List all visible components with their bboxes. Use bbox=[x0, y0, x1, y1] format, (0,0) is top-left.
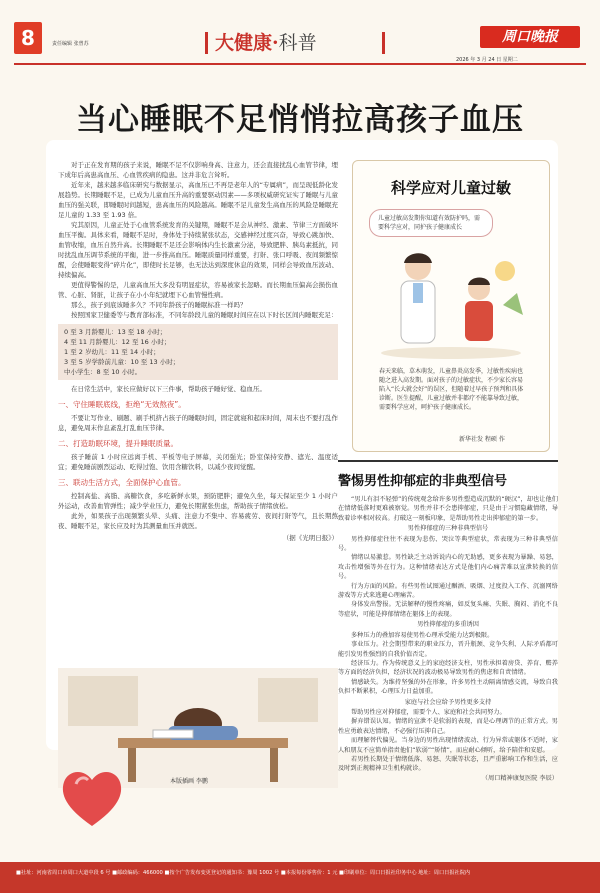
depression-article bbox=[338, 460, 558, 783]
doctor-and-child-illustration bbox=[373, 245, 529, 361]
article-paragraph: 身体发出警报。无法解释的慢性疼痛，如反复头痛、失眠、胸闷、消化不良等症状，可能是抑郁情绪在躯体上的表现。 bbox=[338, 601, 558, 618]
allergy-title: 科学应对儿童过敏 bbox=[390, 179, 511, 197]
header-rule bbox=[14, 63, 586, 65]
subheading: 三、联动生活方式，全面保护心血管。 bbox=[58, 478, 186, 487]
article-paragraph: 在日常生活中，家长应做好以下三件事，帮助孩子睡好觉、稳血压。 bbox=[71, 385, 266, 393]
main-article bbox=[58, 160, 338, 543]
list-item: 4 至 11 月龄婴儿：12 至 16 小时； bbox=[64, 338, 171, 346]
list-item: 中小学生：8 至 10 小时。 bbox=[64, 368, 142, 376]
section-main: 大健康 bbox=[215, 32, 273, 54]
header-divider-left bbox=[205, 32, 208, 54]
article-paragraph: 经济压力。作为传统意义上的家庭经济支柱，男性承担着房贷、养育、赡养等方面的经济负担，经济状况的波动极易导致男性的焦虑和自责情绪。 bbox=[338, 659, 558, 677]
section-title bbox=[215, 28, 317, 55]
list-item: 1 至 2 岁幼儿：11 至 14 小时； bbox=[64, 348, 160, 356]
allergy-caption: 春天来临，草木萌发，儿童鼻炎高发季，过敏性疾病也随之进入高发期。面对孩子的过敏症状，不少家长容易陷入“长大就会好”的误区，但随着过早孩子预判和具体诊断。医生提醒，儿童过敏并非都疗不能靠导致过敏，需要科学应对，呵护孩子健康成长。 bbox=[379, 368, 524, 411]
subheading: 一、守住睡眠底线，拒绝“无效熬夜”。 bbox=[58, 400, 186, 409]
issue-date: 2026 年 3 月 24 日 星期二 bbox=[456, 57, 518, 63]
header-divider-right bbox=[382, 32, 385, 54]
newspaper-logo: 周口晚报 bbox=[480, 26, 580, 48]
sleep-duration-list bbox=[58, 324, 338, 380]
speech-bubble: 儿童过敏高发期你知道有效防护吗，需要科学应对，同护孩子健康成长 bbox=[369, 209, 493, 237]
article-paragraph: 那么，孩子到底该睡多久？不同年龄孩子的睡眠标准一样吗？ bbox=[71, 301, 247, 309]
subheading: 男性抑郁症的三种非典型信号 bbox=[407, 525, 489, 533]
footer-bar bbox=[0, 862, 600, 893]
article-paragraph: 不要让写作业、刷题、刷手机挤占孩子的睡眠时间，固定就寝和起床时间，周末也不要打乱作息，避免周末作息紊乱打乱血压节律。 bbox=[58, 414, 338, 432]
article-paragraph: 男性抑郁症往往不表现为悲伤、哭泣等典型症状，常表现为三种非典型信号。 bbox=[338, 535, 558, 553]
allergy-feature-box bbox=[352, 160, 550, 452]
depression-title: 警惕男性抑郁症的非典型信号 bbox=[338, 460, 558, 489]
list-item: 0 至 3 月龄婴儿：13 至 18 小时； bbox=[64, 328, 167, 336]
section-sub: 科普 bbox=[278, 32, 317, 54]
article-paragraph: 按照国家卫健委等与教育部标准，不同年龄段儿童的睡眠时间应在以下时长区间内睡眠充足： bbox=[71, 311, 338, 319]
article-paragraph: 究其原因，儿童正处于心血管系统发育的关键期，睡眠不足会从神经、激素、节律三方面破坏血压平衡。具体来看，睡眠不足时，身体处于持续紧张状态，交感神经过度兴奋，导致心跳加快、血管收缩，血压自然升高。长期睡眠不足还会影响体内生长激素分泌，导致肥胖、胰岛素抵抗，同时扰乱血压调节系统的平衡，进一步推高血压。睡眠质量同样重要，打鼾、张口呼吸、夜间频繁惊醒，会使睡眠变得“碎片化”，即使时长足够，也无法达到深度休息的效果，同样会导致血压波动、持续偏高。 bbox=[58, 221, 338, 279]
article-paragraph: 此外，如果孩子出现频繁头晕、头痛、注意力不集中、容易疲劳、夜间打鼾等气，且长期熬夜、睡眠不足，家长应及时为其测量血压并就医。 bbox=[58, 512, 338, 530]
article-paragraph: 若男性长期处于情绪低落、易怒、失眠等状态，且严重影响工作和生活，应及时到正规精神卫生机构就诊。 bbox=[338, 755, 558, 773]
article-paragraph: 更值得警惕的是，儿童高血压大多没有明显症状，容易被家长忽略。而长期血压偏高会损伤血管、心脏、肾脏，让孩子在小小年纪就埋下心血管慢性病。 bbox=[58, 281, 338, 299]
article-paragraph: 行为方面的风险。有些男性试图通过酗酒、吸烟、过度投入工作、沉溺网络游戏等方式来逃避心理痛苦。 bbox=[338, 582, 558, 600]
article-paragraph: 控制高盐、高脂、高糖饮食，多吃新鲜水果，预防肥胖；避免久坐，每天保证至少 1 小时户外运动，改善血管弹性；减少学业压力，避免长期紧张焦虑，帮助孩子情绪放松。 bbox=[58, 492, 338, 510]
article-paragraph: 帮助男性应对抑郁症，需要个人、家庭和社会共同努力。 bbox=[351, 708, 506, 716]
article-paragraph: 近年来，越来越多临床研究与数据显示，高血压已不再是老年人的“专属病”，而呈现低龄化发展趋势。长期睡眠不足，已成为儿童血压升高的重要驱动因素——多项权威研究证实了睡眠与儿童血压的强关联，即睡眠时间越短，患高血压的风险越高。睡眠不足儿童发生高血压的风险是睡眠充足儿童的 1.33 至 1.93 倍。 bbox=[58, 181, 338, 219]
article-paragraph: 对于正在发育期的孩子来说，睡眠不足不仅影响身高、注意力，还会直接扰乱心血管节律，埋下成年后高患高血压、心血管疾病的隐患。这并非危言耸听。 bbox=[58, 161, 338, 179]
article-paragraph: 而理解替代偏见。当身边的男性出现情绪波动、行为异常或躯体不适时，家人和朋友不应简单指责他们“软弱”“矫情”，而应耐心倾听，给予陪伴和安慰。 bbox=[338, 737, 558, 754]
article-source: （周口精神康复医院 李辰） bbox=[481, 774, 558, 782]
article-paragraph: 多种压力的叠加容易使男性心理承受能力达到极限。 bbox=[351, 631, 494, 639]
main-headline: 当心睡眠不足悄悄拉高孩子血压 bbox=[76, 102, 524, 138]
section-dot: · bbox=[272, 32, 279, 54]
allergy-credit: 新华社发 程硕 作 bbox=[459, 436, 505, 443]
article-paragraph: “男儿有泪不轻弹”的传统观念给许多男性塑造成沉默的“硬汉”，却也让他们在情绪低落时更难被察觉。男性并非不会患抑郁症，只是由于习惯隐藏情绪，导致着诊率相对较高。打破这一刻板印象，是帮助男性走出抑郁症的第一步。 bbox=[338, 496, 558, 522]
heart-icon bbox=[56, 762, 128, 834]
page-number: 8 bbox=[14, 22, 42, 54]
article-source: （据《光明日报》） bbox=[282, 534, 338, 542]
article-paragraph: 孩子睡前 1 小时应远离手机、平板等电子屏幕，关闭强光；卧室保持安静、遮光、温度适宜；避免睡前剧烈运动、吃得过饱、饮用含糖饮料，以减少夜间觉醒。 bbox=[58, 453, 338, 471]
subheading: 二、打造助眠环境，提升睡眠质量。 bbox=[58, 439, 178, 448]
list-item: 3 至 5 岁学龄前儿童：10 至 13 小时； bbox=[64, 358, 180, 366]
subheading: 家庭与社会应给予男性更多支持 bbox=[404, 698, 492, 706]
article-paragraph: 情感缺失。为维持坚强的外在形象，许多男性主动隔离情感交流，导致自我负担不断累积，心理压力日益加重。 bbox=[338, 678, 558, 696]
article-paragraph: 摒弃错误认知。情绪的宣泄不是软弱的表现，而是心理调节的正常方式。男性应勇敢表达情绪，不必强行压抑自己。 bbox=[338, 718, 558, 735]
footer-info: ■社址：河南省周口市周口大道中段 6 号 ■邮政编码：466000 ■按个广告发布变更登记的通知书：豫周 1002 号 ■本报每份零售价：1 元 ■印刷单位：周口日报社印务中心 地址：周口日报社院内 bbox=[16, 870, 471, 876]
subheading: 男性抑郁症的多重诱因 bbox=[417, 621, 479, 629]
illustration-credit: 本版插画 李鹏 bbox=[170, 778, 208, 785]
article-paragraph: 情绪以易激惹。男性缺乏主动诉说内心的无助感，更多表现为暴躁、易怒，攻击性增强等外在行为。这种情绪表达方式是他们内心痛苦难以宣泄转换的信号。 bbox=[338, 554, 558, 581]
article-paragraph: 事业压力。社会期望带来的职业压力，晋升瓶颈、竞争失利、人际矛盾都可能引发男性强烈的自我价值否定。 bbox=[338, 641, 558, 658]
editor-credit: 责任编辑 张曾苏 bbox=[52, 41, 89, 47]
